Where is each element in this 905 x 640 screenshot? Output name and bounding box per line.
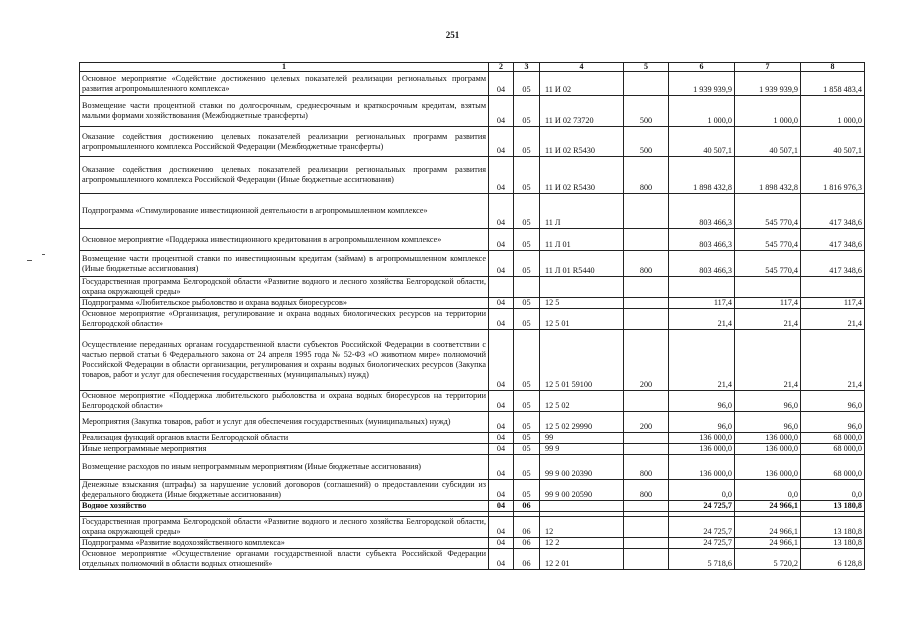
row-amount-1: 21,4	[669, 309, 735, 330]
row-target-code: 11 И 02 R5430	[540, 157, 624, 194]
row-section: 04	[489, 517, 514, 538]
row-expense-type: 200	[624, 412, 669, 433]
row-name: Возмещение части процентной ставки по инвестиционным кредитам (займам) в агропромышленном комплексе (Иные бюджетные ассигнования)	[80, 251, 489, 277]
table-row	[80, 501, 865, 512]
row-section: 04	[489, 538, 514, 549]
col-header-3: 3	[514, 63, 540, 72]
row-target-code: 12 5 02 29990	[540, 412, 624, 433]
row-amount-2: 545 770,4	[735, 251, 801, 277]
row-subsection: 05	[514, 127, 540, 157]
row-target-code: 12 2	[540, 538, 624, 549]
row-section: 04	[489, 251, 514, 277]
row-section: 04	[489, 72, 514, 96]
row-amount-1: 0,0	[669, 480, 735, 501]
row-section: 04	[489, 229, 514, 251]
row-expense-type	[624, 72, 669, 96]
col-header-4: 4	[540, 63, 624, 72]
row-amount-2: 24 966,1	[735, 538, 801, 549]
row-target-code: 11 Л	[540, 194, 624, 229]
row-name: Подпрограмма «Любительское рыболовство и охрана водных биоресурсов»	[80, 298, 489, 309]
row-amount-1: 21,4	[669, 330, 735, 391]
row-section: 04	[489, 444, 514, 455]
row-subsection: 05	[514, 309, 540, 330]
row-amount-2: 0,0	[735, 480, 801, 501]
row-target-code: 99 9	[540, 444, 624, 455]
table-row	[80, 277, 865, 298]
row-section	[489, 277, 514, 298]
row-amount-2: 545 770,4	[735, 194, 801, 229]
row-expense-type	[624, 549, 669, 570]
row-amount-3: 117,4	[801, 298, 865, 309]
row-subsection: 05	[514, 96, 540, 127]
row-name: Подпрограмма «Развитие водохозяйственного комплекса»	[80, 538, 489, 549]
row-name: Возмещение части процентной ставки по долгосрочным, среднесрочным и краткосрочным кредитам, взятым малыми формами хозяйствования (Межбюджетные трансферты)	[80, 96, 489, 127]
table-row	[80, 480, 865, 501]
row-subsection: 05	[514, 298, 540, 309]
col-header-5: 5	[624, 63, 669, 72]
row-name: Водное хозяйство	[80, 501, 489, 512]
row-amount-1: 803 466,3	[669, 251, 735, 277]
header-row	[80, 63, 865, 72]
row-subsection: 06	[514, 517, 540, 538]
row-target-code: 11 Л 01 R5440	[540, 251, 624, 277]
row-amount-1: 96,0	[669, 412, 735, 433]
row-amount-2: 24 966,1	[735, 517, 801, 538]
row-amount-2: 5 720,2	[735, 549, 801, 570]
row-amount-1: 40 507,1	[669, 127, 735, 157]
row-name: Подпрограмма «Стимулирование инвестиционной деятельности в агропромышленном комплексе»	[80, 194, 489, 229]
row-amount-3: 417 348,6	[801, 229, 865, 251]
row-subsection: 06	[514, 549, 540, 570]
table-row	[80, 251, 865, 277]
table-row	[80, 391, 865, 412]
row-target-code	[540, 501, 624, 512]
table-row	[80, 444, 865, 455]
row-amount-2: 21,4	[735, 309, 801, 330]
row-target-code: 12 5 01	[540, 309, 624, 330]
row-amount-1: 1 939 939,9	[669, 72, 735, 96]
table-row	[80, 96, 865, 127]
row-name: Основное мероприятие «Содействие достижению целевых показателей реализации региональных программ развития агропромышленного комплекса»	[80, 72, 489, 96]
row-amount-1: 803 466,3	[669, 194, 735, 229]
row-amount-2: 1 898 432,8	[735, 157, 801, 194]
row-amount-2: 136 000,0	[735, 433, 801, 444]
row-amount-3: 96,0	[801, 412, 865, 433]
row-expense-type	[624, 444, 669, 455]
row-section: 04	[489, 455, 514, 480]
row-expense-type	[624, 501, 669, 512]
row-amount-3: 68 000,0	[801, 444, 865, 455]
row-amount-3: 1 858 483,4	[801, 72, 865, 96]
row-amount-2	[735, 277, 801, 298]
table-row	[80, 194, 865, 229]
row-subsection: 05	[514, 157, 540, 194]
row-target-code: 11 Л 01	[540, 229, 624, 251]
table-row	[80, 538, 865, 549]
table-row	[80, 549, 865, 570]
row-amount-2: 136 000,0	[735, 444, 801, 455]
table-row	[80, 72, 865, 96]
row-amount-3: 96,0	[801, 391, 865, 412]
row-name: Государственная программа Белгородской области «Развитие водного и лесного хозяйства Белгородской области, охрана окружающей среды»	[80, 277, 489, 298]
row-name: Реализация функций органов власти Белгородской области	[80, 433, 489, 444]
row-subsection: 05	[514, 229, 540, 251]
row-section: 04	[489, 501, 514, 512]
row-amount-3: 0,0	[801, 480, 865, 501]
table-row	[80, 298, 865, 309]
row-section: 04	[489, 96, 514, 127]
row-name: Основное мероприятие «Организация, регулирование и охрана водных биологических ресурсов на территории Белгородской области»	[80, 309, 489, 330]
row-target-code: 11 И 02 R5430	[540, 127, 624, 157]
row-target-code: 99 9 00 20390	[540, 455, 624, 480]
row-amount-3: 21,4	[801, 330, 865, 391]
row-subsection: 05	[514, 412, 540, 433]
row-amount-3: 21,4	[801, 309, 865, 330]
row-subsection: 05	[514, 72, 540, 96]
row-subsection: 05	[514, 251, 540, 277]
row-section: 04	[489, 412, 514, 433]
row-expense-type	[624, 298, 669, 309]
row-expense-type	[624, 433, 669, 444]
row-amount-3: 1 000,0	[801, 96, 865, 127]
row-name: Основное мероприятие «Осуществление органами государственной власти субъекта Российской Федерации отдельных полномочий в области водных отношений»	[80, 549, 489, 570]
row-section: 04	[489, 391, 514, 412]
row-subsection: 05	[514, 194, 540, 229]
table-row	[80, 330, 865, 391]
row-amount-2: 24 966,1	[735, 501, 801, 512]
row-subsection	[514, 277, 540, 298]
row-section: 04	[489, 549, 514, 570]
row-amount-3	[801, 277, 865, 298]
row-expense-type	[624, 517, 669, 538]
row-amount-3: 68 000,0	[801, 433, 865, 444]
col-header-6: 6	[669, 63, 735, 72]
row-expense-type: 200	[624, 330, 669, 391]
row-amount-2: 545 770,4	[735, 229, 801, 251]
row-amount-3: 417 348,6	[801, 251, 865, 277]
col-header-8: 8	[801, 63, 865, 72]
row-amount-3: 13 180,8	[801, 517, 865, 538]
row-name: Оказание содействия достижению целевых показателей реализации региональных программ развития агропромышленного комплекса Российской Федерации (Межбюджетные трансферты)	[80, 127, 489, 157]
row-expense-type	[624, 391, 669, 412]
row-amount-1: 5 718,6	[669, 549, 735, 570]
table-row	[80, 127, 865, 157]
table-row	[80, 433, 865, 444]
row-section: 04	[489, 298, 514, 309]
col-header-7: 7	[735, 63, 801, 72]
row-amount-2: 1 000,0	[735, 96, 801, 127]
row-name: Денежные взыскания (штрафы) за нарушение условий договоров (соглашений) о предоставлении субсидии из федерального бюджета (Иные бюджетные ассигнования)	[80, 480, 489, 501]
row-expense-type: 500	[624, 96, 669, 127]
row-subsection: 05	[514, 480, 540, 501]
row-amount-2: 96,0	[735, 391, 801, 412]
row-target-code: 12 2 01	[540, 549, 624, 570]
row-target-code: 12 5 01 59100	[540, 330, 624, 391]
row-expense-type: 800	[624, 251, 669, 277]
row-target-code: 11 И 02	[540, 72, 624, 96]
row-subsection: 06	[514, 538, 540, 549]
row-amount-1: 1 000,0	[669, 96, 735, 127]
row-section: 04	[489, 157, 514, 194]
row-name: Оказание содействия достижению целевых показателей реализации региональных программ развития агропромышленного комплекса Российской Федерации (Иные бюджетные ассигнования)	[80, 157, 489, 194]
row-expense-type: 800	[624, 157, 669, 194]
row-section: 04	[489, 330, 514, 391]
row-amount-2: 136 000,0	[735, 455, 801, 480]
row-name: Основное мероприятие «Поддержка инвестиционного кредитования в агропромышленном комплексе»	[80, 229, 489, 251]
row-name: Возмещение расходов по иным непрограммным мероприятиям (Иные бюджетные ассигнования)	[80, 455, 489, 480]
row-amount-1: 1 898 432,8	[669, 157, 735, 194]
table-row	[80, 517, 865, 538]
row-section: 04	[489, 127, 514, 157]
row-expense-type	[624, 309, 669, 330]
row-target-code	[540, 277, 624, 298]
row-amount-3: 13 180,8	[801, 501, 865, 512]
row-amount-1: 136 000,0	[669, 433, 735, 444]
row-name: Государственная программа Белгородской области «Развитие водного и лесного хозяйства Белгородской области, охрана окружающей среды»	[80, 517, 489, 538]
scan-mark	[27, 260, 32, 261]
row-subsection: 05	[514, 330, 540, 391]
row-target-code: 12 5	[540, 298, 624, 309]
row-expense-type: 800	[624, 455, 669, 480]
row-expense-type	[624, 229, 669, 251]
row-target-code: 12 5 02	[540, 391, 624, 412]
row-amount-3: 40 507,1	[801, 127, 865, 157]
table-row	[80, 157, 865, 194]
budget-table	[79, 62, 865, 570]
table-row	[80, 455, 865, 480]
row-amount-3: 68 000,0	[801, 455, 865, 480]
row-amount-2: 117,4	[735, 298, 801, 309]
col-header-1: 1	[80, 63, 489, 72]
row-amount-2: 96,0	[735, 412, 801, 433]
row-expense-type: 800	[624, 480, 669, 501]
row-amount-1: 136 000,0	[669, 455, 735, 480]
row-amount-1: 117,4	[669, 298, 735, 309]
row-amount-1: 803 466,3	[669, 229, 735, 251]
row-section: 04	[489, 433, 514, 444]
row-amount-1	[669, 277, 735, 298]
row-subsection: 05	[514, 391, 540, 412]
row-expense-type	[624, 538, 669, 549]
row-section: 04	[489, 194, 514, 229]
table-row	[80, 412, 865, 433]
row-amount-1: 136 000,0	[669, 444, 735, 455]
row-name: Мероприятия (Закупка товаров, работ и услуг для обеспечения государственных (муниципальных) нужд)	[80, 412, 489, 433]
row-amount-3: 13 180,8	[801, 538, 865, 549]
row-name: Основное мероприятие «Поддержка любительского рыболовства и охрана водных биоресурсов на территории Белгородской области»	[80, 391, 489, 412]
row-amount-3: 417 348,6	[801, 194, 865, 229]
row-name: Иные непрограммные мероприятия	[80, 444, 489, 455]
scan-mark	[42, 254, 45, 255]
row-subsection: 05	[514, 433, 540, 444]
row-amount-3: 1 816 976,3	[801, 157, 865, 194]
row-amount-1: 24 725,7	[669, 501, 735, 512]
row-amount-2: 40 507,1	[735, 127, 801, 157]
row-expense-type	[624, 194, 669, 229]
row-amount-1: 24 725,7	[669, 538, 735, 549]
table-row	[80, 309, 865, 330]
table-row	[80, 229, 865, 251]
row-subsection: 06	[514, 501, 540, 512]
row-subsection: 05	[514, 444, 540, 455]
row-subsection: 05	[514, 455, 540, 480]
row-amount-1: 24 725,7	[669, 517, 735, 538]
row-expense-type: 500	[624, 127, 669, 157]
row-amount-1: 96,0	[669, 391, 735, 412]
row-target-code: 99 9 00 20590	[540, 480, 624, 501]
row-amount-3: 6 128,8	[801, 549, 865, 570]
row-amount-2: 1 939 939,9	[735, 72, 801, 96]
page-number: 251	[445, 30, 460, 40]
row-section: 04	[489, 309, 514, 330]
row-name: Осуществление переданных органам государственной власти субъектов Российской Федерации в соответствии с частью первой статьи 6 Федерального закона от 24 апреля 1995 года № 52-ФЗ «О животном мире» полномочий Российской Федерации в области организации, регулирования и охраны водных биологических ресурсов (Закупка товаров, работ и услуг для обеспечения государственных (муниципальных) нужд)	[80, 330, 489, 391]
row-section: 04	[489, 480, 514, 501]
row-target-code: 99	[540, 433, 624, 444]
row-target-code: 12	[540, 517, 624, 538]
row-expense-type	[624, 277, 669, 298]
row-target-code: 11 И 02 73720	[540, 96, 624, 127]
row-amount-2: 21,4	[735, 330, 801, 391]
col-header-2: 2	[489, 63, 514, 72]
